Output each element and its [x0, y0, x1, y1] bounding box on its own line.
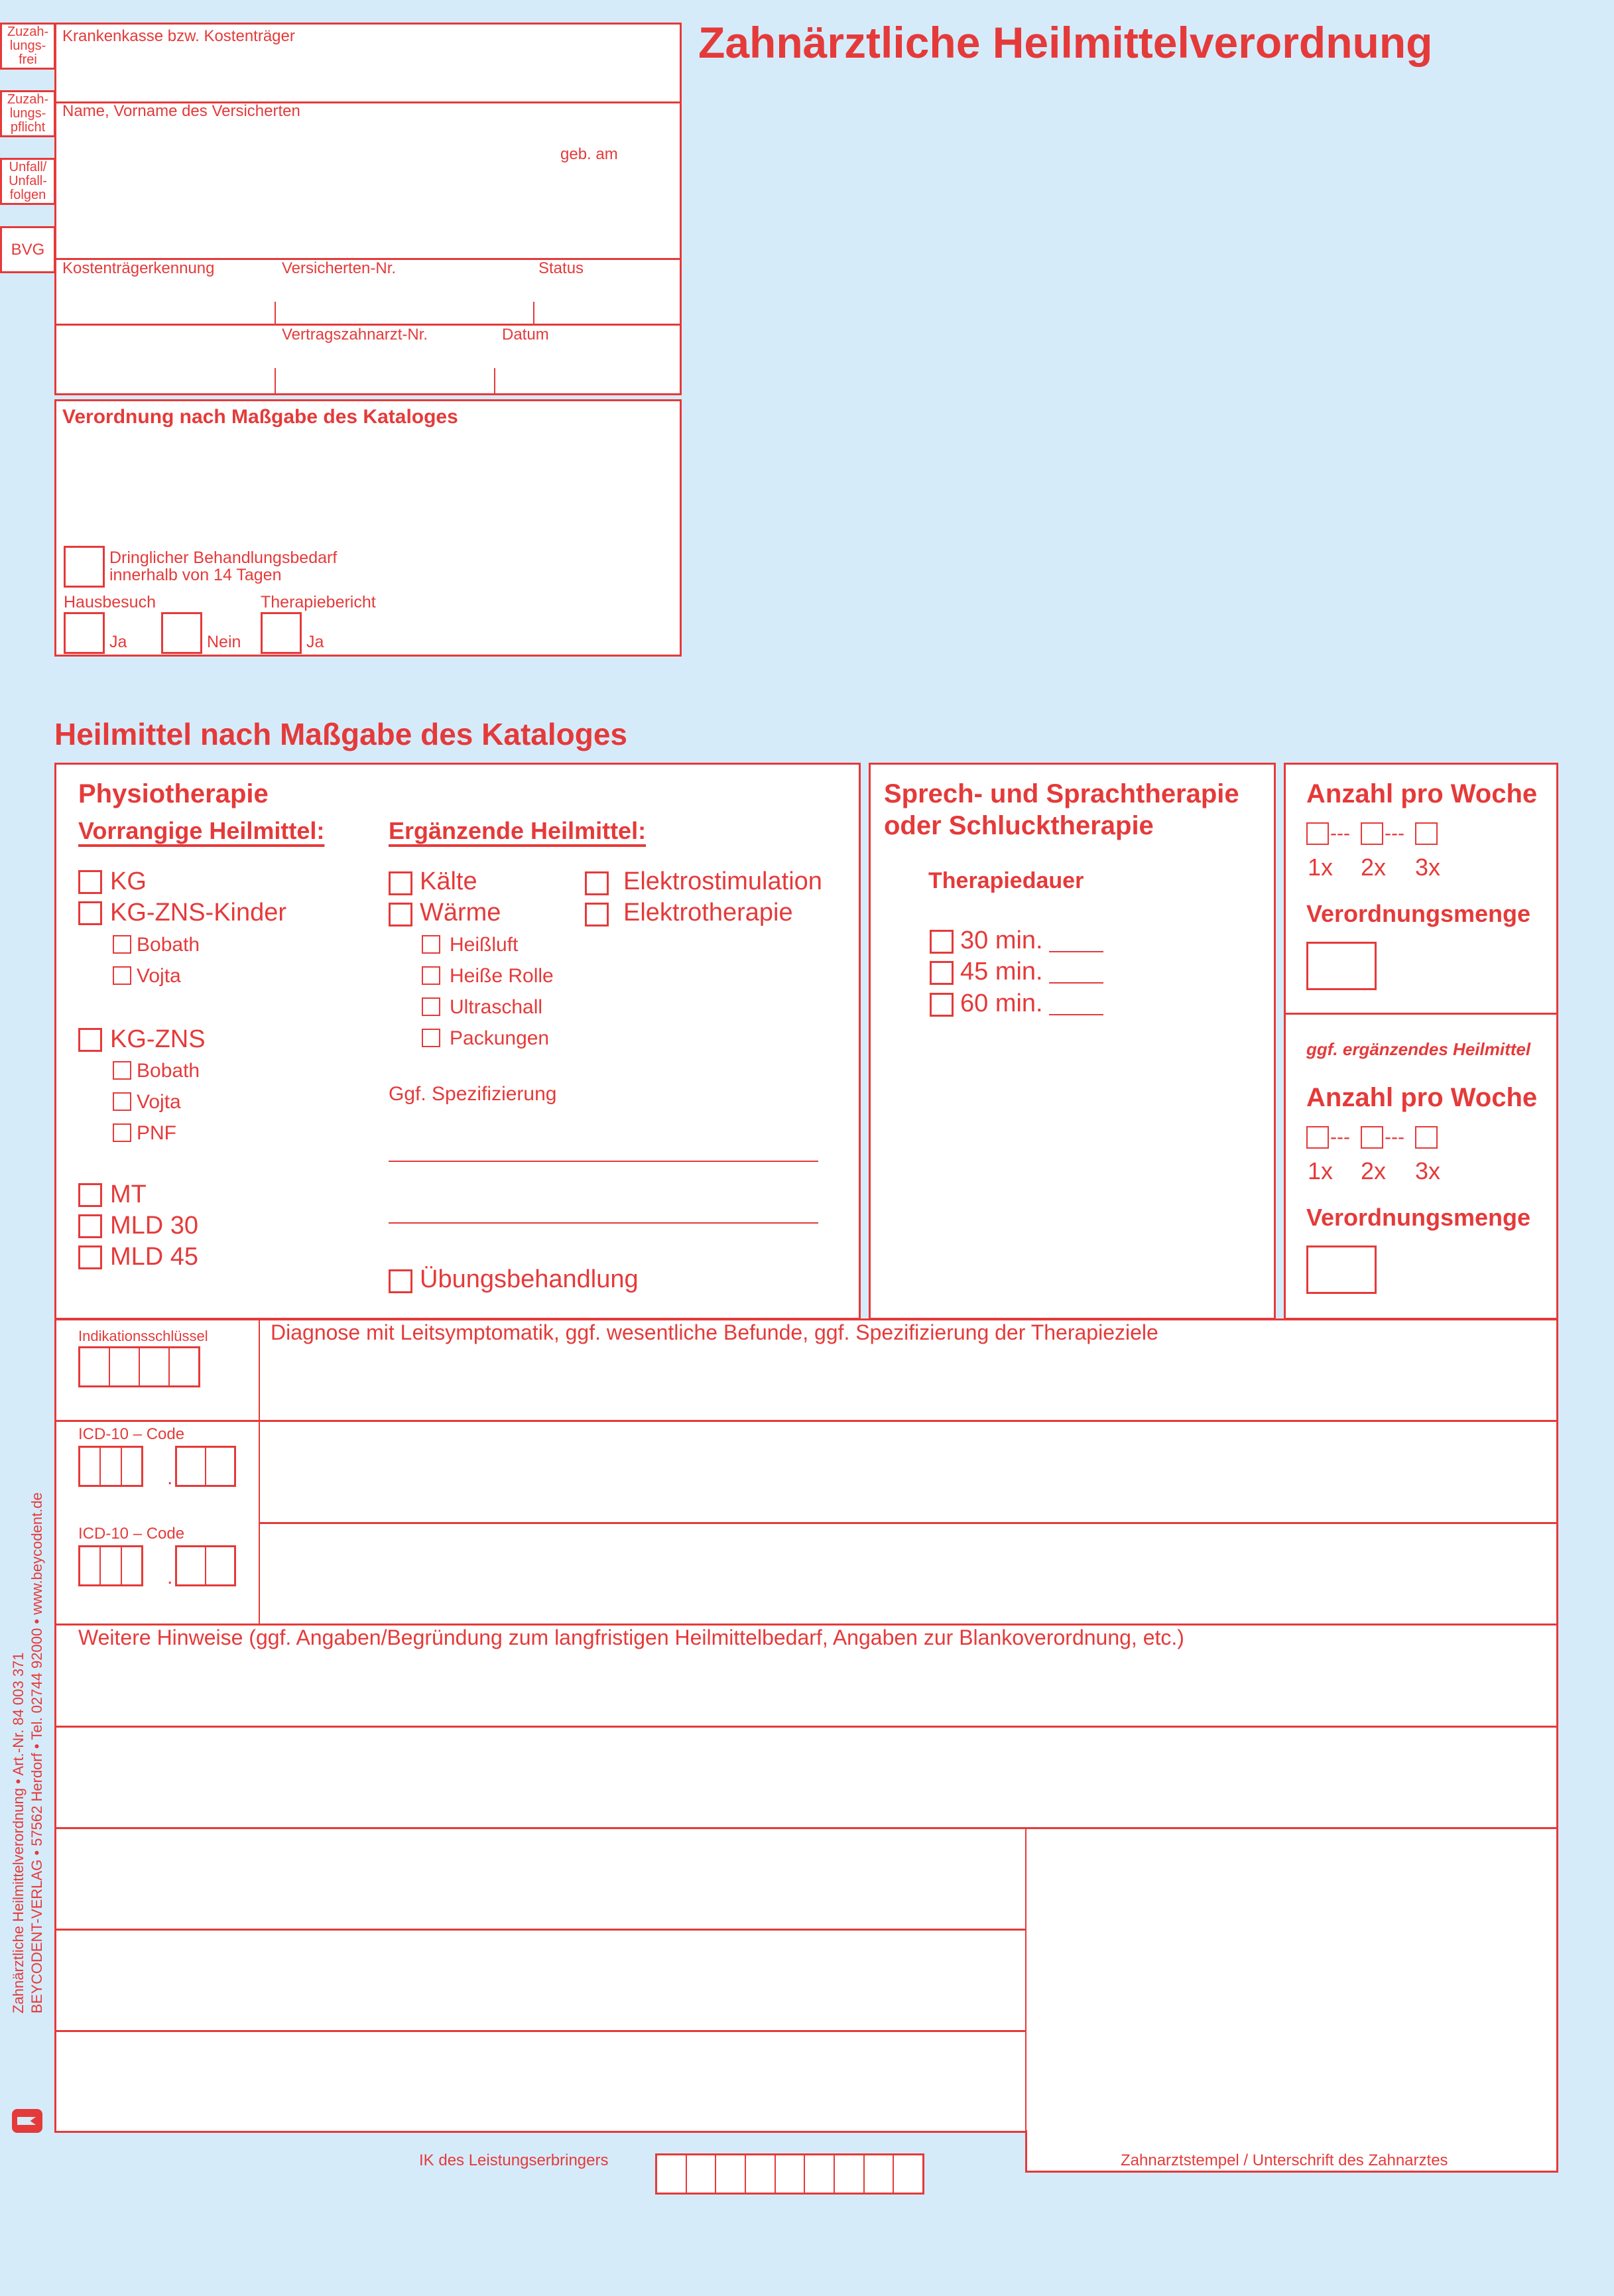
zns-pnf-label: PNF — [137, 1122, 176, 1144]
anzahl-bottom-2x-checkbox[interactable] — [1361, 1126, 1383, 1149]
name-field[interactable]: Name, Vorname des Versicherten — [62, 102, 300, 120]
separator: --- — [1330, 1126, 1350, 1148]
zuzahlungspflicht-checkbox[interactable] — [0, 90, 56, 137]
heissluft-label: Heißluft — [450, 934, 519, 956]
cell[interactable] — [101, 1448, 121, 1485]
separator: --- — [1330, 822, 1350, 844]
cell[interactable] — [122, 1448, 141, 1485]
kg-zns-kinder-label: KG-ZNS-Kinder — [110, 899, 287, 926]
datum-field[interactable]: Datum — [502, 326, 549, 344]
krankenkasse-field[interactable]: Krankenkasse bzw. Kostenträger — [62, 27, 295, 45]
geb-am-field[interactable]: geb. am — [560, 145, 618, 163]
ik-input[interactable] — [655, 2153, 924, 2195]
duration-60-label: 60 min. — [960, 989, 1043, 1017]
indikationsschluessel-label: Indikationsschlüssel — [78, 1328, 208, 1344]
anzahl-bottom-1x-checkbox[interactable] — [1306, 1126, 1329, 1149]
cell[interactable] — [835, 2155, 865, 2193]
uebungsbehandlung-label: Übungsbehandlung — [420, 1265, 639, 1293]
dringlich-label-2: innerhalb von 14 Tagen — [109, 566, 282, 584]
zns-bobath-checkbox[interactable] — [113, 1061, 131, 1080]
kaelte-label: Kälte — [420, 867, 477, 895]
cell[interactable] — [894, 2155, 922, 2193]
spezifizierung-label: Ggf. Spezifizierung — [389, 1083, 557, 1105]
label: Zuzah- — [7, 25, 49, 39]
ultraschall-checkbox[interactable] — [422, 997, 440, 1016]
icd1-input-main[interactable] — [78, 1446, 143, 1487]
cell[interactable] — [140, 1348, 170, 1385]
unfall-checkbox[interactable] — [0, 158, 56, 205]
icd1-dot: . — [167, 1467, 173, 1489]
icd2-input-sub[interactable] — [175, 1545, 236, 1586]
imprint-line-1: Zahnärztliche Heilmittelverordnung • Art.-Nr. 84 003 371 — [10, 1652, 27, 2013]
kg-checkbox[interactable] — [78, 870, 102, 894]
cell[interactable] — [657, 2155, 687, 2193]
duration-45-checkbox[interactable] — [930, 961, 954, 985]
zuzahlungsfrei-checkbox[interactable] — [0, 23, 56, 70]
waerme-label: Wärme — [420, 899, 501, 926]
therapiebericht-ja-label: Ja — [306, 633, 324, 651]
tick — [275, 302, 276, 324]
label: Zuzah- — [7, 92, 49, 107]
anzahl-title-top: Anzahl pro Woche — [1306, 779, 1538, 808]
uebungsbehandlung-checkbox[interactable] — [389, 1269, 412, 1293]
zns-bobath-label: Bobath — [137, 1060, 200, 1082]
icd2-dot: . — [167, 1566, 173, 1588]
label: Unfall- — [9, 174, 47, 188]
dringlich-label-1: Dringlicher Behandlungsbedarf — [109, 548, 338, 567]
label: Unfall/ — [9, 160, 47, 174]
elektrostimulation-label: Elektrostimulation — [623, 867, 822, 895]
kg-zns-label: KG-ZNS — [110, 1025, 206, 1053]
versicherten-nr-field[interactable]: Versicherten-Nr. — [282, 259, 397, 277]
sprachtherapie-title-1: Sprech- und Sprachtherapie — [884, 779, 1239, 808]
cell[interactable] — [177, 1547, 206, 1584]
mld45-label: MLD 45 — [110, 1243, 199, 1271]
spezifizierung-line-1[interactable] — [389, 1161, 818, 1162]
vorrangige-title: Vorrangige Heilmittel: — [78, 817, 325, 844]
indikationsschluessel-input[interactable] — [78, 1346, 200, 1387]
cell[interactable] — [687, 2155, 717, 2193]
tick — [533, 302, 534, 324]
divider — [1284, 1013, 1558, 1015]
icd2-label: ICD-10 – Code — [78, 1525, 185, 1543]
vertragszahnarzt-nr-field[interactable]: Vertragszahnarzt-Nr. — [282, 326, 428, 344]
elektrotherapie-label: Elektrotherapie — [623, 899, 793, 926]
hausbesuch-nein-checkbox[interactable] — [161, 612, 202, 654]
cell[interactable] — [177, 1448, 206, 1485]
option-2x: 2x — [1361, 1157, 1387, 1184]
heisse-rolle-checkbox[interactable] — [422, 966, 440, 985]
cell[interactable] — [80, 1547, 101, 1584]
imprint-line-2: BEYCODENT-VERLAG • 57562 Herdorf • Tel. 02744 92000 • www.beycodent.de — [28, 1492, 45, 2013]
mld30-label: MLD 30 — [110, 1212, 199, 1240]
mld45-checkbox[interactable] — [78, 1245, 102, 1269]
dringlich-checkbox[interactable] — [64, 546, 105, 588]
zns-vojta-checkbox[interactable] — [113, 1092, 131, 1111]
divider — [54, 1726, 1558, 1728]
divider — [259, 1318, 260, 1625]
kinder-vojta-label: Vojta — [137, 965, 181, 987]
heilmittel-section-title: Heilmittel nach Maßgabe des Kataloges — [54, 717, 628, 751]
hausbesuch-nein-label: Nein — [207, 633, 241, 651]
duration-45-blank[interactable] — [1049, 982, 1103, 984]
cell[interactable] — [206, 1547, 234, 1584]
ik-label: IK des Leistungserbringers — [419, 2151, 609, 2169]
elektrostimulation-checkbox[interactable] — [585, 871, 609, 895]
imprint — [9, 1492, 46, 2013]
hausbesuch-ja-label: Ja — [109, 633, 127, 651]
duration-30-label: 30 min. — [960, 926, 1043, 954]
verordnungsmenge-bottom-label: Verordnungsmenge — [1306, 1204, 1531, 1231]
separator: --- — [1385, 1126, 1404, 1148]
weitere-hinweise-label[interactable]: Weitere Hinweise (ggf. Angaben/Begründung zum langfristigen Heilmittelbedarf, Angaben zur Blankoverordnung, etc.) — [78, 1626, 1184, 1649]
cell[interactable] — [80, 1348, 110, 1385]
sprachtherapie-panel — [869, 763, 1276, 1320]
option-1x: 1x — [1308, 1157, 1334, 1184]
sprachtherapie-title-2: oder Schlucktherapie — [884, 811, 1154, 840]
duration-30-blank[interactable] — [1049, 951, 1103, 952]
spezifizierung-line-2[interactable] — [389, 1222, 818, 1224]
verordnung-block — [54, 399, 682, 657]
anzahl-bottom-3x-checkbox[interactable] — [1415, 1126, 1438, 1149]
tick — [275, 368, 276, 395]
label: pflicht — [10, 120, 46, 135]
anzahl-top-1x-checkbox[interactable] — [1306, 822, 1329, 845]
cell[interactable] — [170, 1348, 198, 1385]
divider — [259, 1522, 1558, 1524]
option-1x: 1x — [1308, 854, 1334, 881]
kg-zns-checkbox[interactable] — [78, 1028, 102, 1052]
option-3x: 3x — [1415, 854, 1441, 881]
divider — [54, 1827, 1558, 1829]
icd1-input-sub[interactable] — [175, 1446, 236, 1487]
page-title: Zahnärztliche Heilmittelverordnung — [698, 18, 1433, 67]
kinder-vojta-checkbox[interactable] — [113, 966, 131, 985]
cell[interactable] — [80, 1448, 101, 1485]
therapiebericht-label: Therapiebericht — [261, 593, 376, 611]
physiotherapie-title: Physiotherapie — [78, 779, 269, 808]
waerme-checkbox[interactable] — [389, 903, 412, 926]
cell[interactable] — [746, 2155, 776, 2193]
hausbesuch-label: Hausbesuch — [64, 593, 156, 611]
therapiebericht-ja-checkbox[interactable] — [261, 612, 302, 654]
elektrotherapie-checkbox[interactable] — [585, 903, 609, 926]
stempel-label: Zahnarztstempel / Unterschrift des Zahnarztes — [1121, 2151, 1448, 2169]
verordnungsmenge-bottom-input[interactable] — [1306, 1245, 1377, 1294]
anzahl-top-2x-checkbox[interactable] — [1361, 822, 1383, 845]
cell[interactable] — [805, 2155, 835, 2193]
duration-30-checkbox[interactable] — [930, 930, 954, 954]
packungen-checkbox[interactable] — [422, 1029, 440, 1047]
label: folgen — [9, 188, 46, 202]
anzahl-title-bottom: Anzahl pro Woche — [1306, 1083, 1538, 1112]
hausbesuch-ja-checkbox[interactable] — [64, 612, 105, 654]
ergaenzendes-subtitle: ggf. ergänzendes Heilmittel — [1306, 1039, 1531, 1059]
cell[interactable] — [865, 2155, 895, 2193]
verordnungsmenge-top-input[interactable] — [1306, 942, 1377, 990]
divider — [54, 1420, 1558, 1422]
diagnose-label[interactable]: Diagnose mit Leitsymptomatik, ggf. wesentliche Befunde, ggf. Spezifizierung der Therapieziele — [271, 1320, 1158, 1344]
kaelte-checkbox[interactable] — [389, 871, 412, 895]
cell[interactable] — [101, 1547, 121, 1584]
heissluft-checkbox[interactable] — [422, 935, 440, 954]
icd1-label: ICD-10 – Code — [78, 1425, 185, 1443]
ergaenzende-title: Ergänzende Heilmittel: — [389, 817, 647, 844]
mld30-checkbox[interactable] — [78, 1214, 102, 1238]
cell[interactable] — [110, 1348, 140, 1385]
zns-vojta-label: Vojta — [137, 1091, 181, 1113]
cell[interactable] — [716, 2155, 746, 2193]
label: lungs- — [9, 106, 46, 121]
bvg-checkbox[interactable] — [0, 226, 56, 273]
separator: --- — [1385, 822, 1404, 844]
label: lungs- — [9, 38, 46, 53]
packungen-label: Packungen — [450, 1027, 550, 1049]
cell[interactable] — [206, 1448, 234, 1485]
cell[interactable] — [776, 2155, 806, 2193]
option-2x: 2x — [1361, 854, 1387, 881]
duration-60-blank[interactable] — [1049, 1014, 1103, 1015]
duration-45-label: 45 min. — [960, 958, 1043, 986]
label: frei — [19, 52, 37, 67]
verordnung-title: Verordnung nach Maßgabe des Kataloges — [62, 406, 458, 428]
divider — [54, 1929, 1026, 1931]
anzahl-top-3x-checkbox[interactable] — [1415, 822, 1438, 845]
divider — [54, 2030, 1026, 2032]
kg-label: KG — [110, 867, 147, 895]
verordnungsmenge-top-label: Verordnungsmenge — [1306, 900, 1531, 927]
heisse-rolle-label: Heiße Rolle — [450, 965, 554, 987]
mt-label: MT — [110, 1180, 147, 1208]
mt-checkbox[interactable] — [78, 1183, 102, 1207]
duration-60-checkbox[interactable] — [930, 993, 954, 1017]
kostentraegerkennung-field[interactable]: Kostenträgerkennung — [62, 259, 215, 277]
zns-pnf-checkbox[interactable] — [113, 1123, 131, 1142]
icd2-input-main[interactable] — [78, 1545, 143, 1586]
status-field[interactable]: Status — [538, 259, 584, 277]
option-3x: 3x — [1415, 1157, 1441, 1184]
cell[interactable] — [122, 1547, 141, 1584]
kinder-bobath-checkbox[interactable] — [113, 935, 131, 954]
tick — [494, 368, 495, 395]
kinder-bobath-label: Bobath — [137, 934, 200, 956]
kg-zns-kinder-checkbox[interactable] — [78, 901, 102, 925]
ultraschall-label: Ultraschall — [450, 996, 543, 1018]
therapiedauer-label: Therapiedauer — [928, 868, 1084, 893]
label: BVG — [11, 240, 45, 259]
divider — [1025, 1827, 1026, 2172]
beycodent-logo-icon — [12, 2109, 42, 2133]
